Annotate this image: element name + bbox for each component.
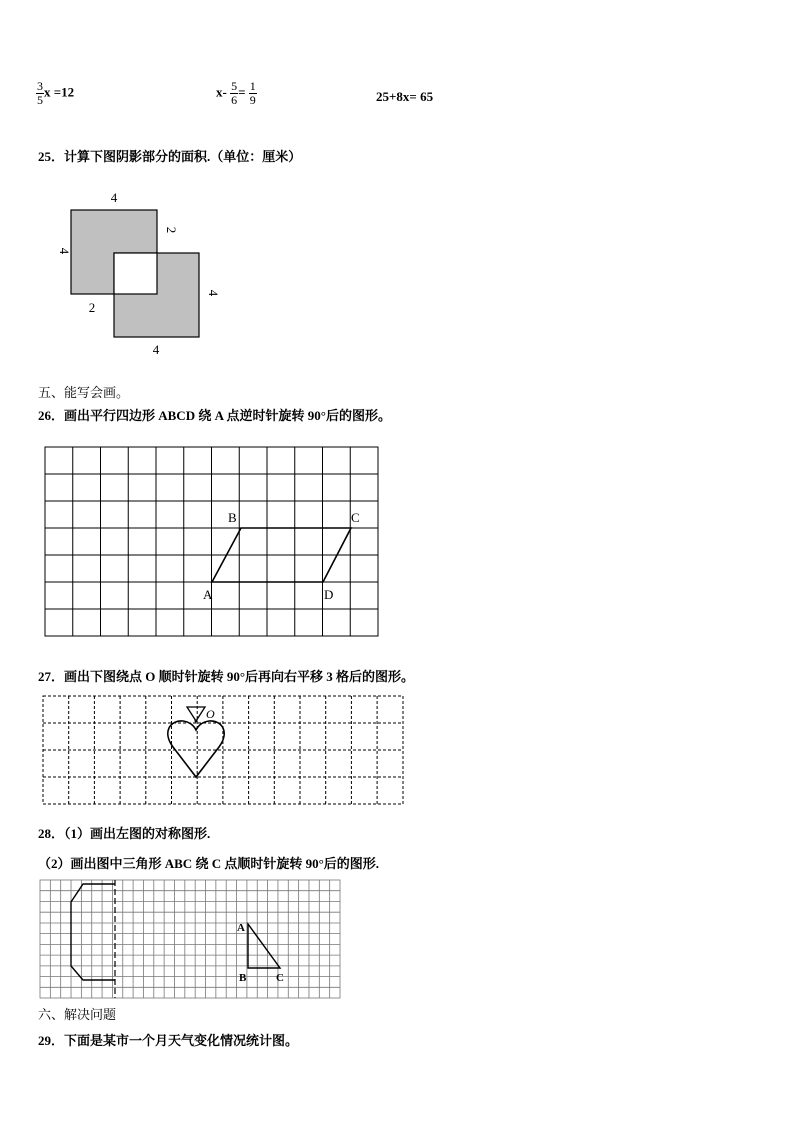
- equation-2-prefix: x-: [216, 84, 227, 100]
- fraction-3-5: $\frac{3}{5}$: [37, 79, 43, 107]
- fraction-5-6: $\frac{5}{6}$: [231, 79, 238, 107]
- triangle-abc: [248, 924, 280, 968]
- label-right: 4: [206, 289, 221, 297]
- q27-dashed-grid: [43, 696, 403, 804]
- question-26: 26．画出平行四边形 ABCD 绕 A 点逆时针旋转 90°后的图形。: [38, 408, 391, 423]
- equation-2: [216, 80, 257, 107]
- q28-grid-figure: [38, 878, 343, 1002]
- triangle-point-b-label: B: [239, 972, 247, 984]
- equation-3: 25+8x= 65: [376, 89, 434, 104]
- question-28-part-1: 28．（1）画出左图的对称图形.: [38, 826, 211, 841]
- q26-grid: [45, 447, 378, 636]
- label-inner-right: 2: [164, 226, 179, 234]
- equation-1: [36, 80, 74, 107]
- label-left: 4: [57, 247, 72, 255]
- section-6-heading: 六、解决问题: [38, 1007, 117, 1022]
- overlap-white-square: [114, 253, 157, 294]
- triangle-point-c-label: C: [276, 972, 284, 984]
- question-28-part-2: （2）画出图中三角形 ABC 绕 C 点顺时针旋转 90°后的图形.: [38, 856, 380, 871]
- section-5-heading: 五、能写会画。: [38, 385, 130, 400]
- label-top: 4: [110, 190, 118, 205]
- equation-2-equals: =: [238, 84, 246, 100]
- point-o: [195, 720, 198, 723]
- q26-grid-figure: [40, 442, 385, 642]
- label-inner-left: 2: [88, 300, 96, 315]
- question-27: 27．画出下图绕点 O 顺时针旋转 90°后再向右平移 3 格后的图形。: [38, 669, 415, 684]
- heart-shape: [168, 721, 224, 777]
- equation-1-rest: x =12: [44, 84, 75, 100]
- small-triangle: [187, 707, 205, 721]
- question-29: 29．下面是某市一个月天气变化情况统计图。: [38, 1033, 299, 1048]
- point-a-label: A: [203, 587, 213, 602]
- point-o-label: O: [206, 707, 215, 721]
- point-c-label: C: [351, 510, 360, 525]
- question-25: 25．计算下图阴影部分的面积.（单位：厘米）: [38, 149, 302, 164]
- label-bottom: 4: [152, 342, 160, 357]
- q27-grid-figure: [40, 692, 408, 808]
- fraction-1-9: $\frac{1}{9}$: [249, 79, 256, 107]
- point-d-label: D: [324, 587, 334, 602]
- q25-figure: [40, 185, 240, 360]
- point-b-label: B: [228, 510, 237, 525]
- triangle-point-a-label: A: [237, 922, 245, 934]
